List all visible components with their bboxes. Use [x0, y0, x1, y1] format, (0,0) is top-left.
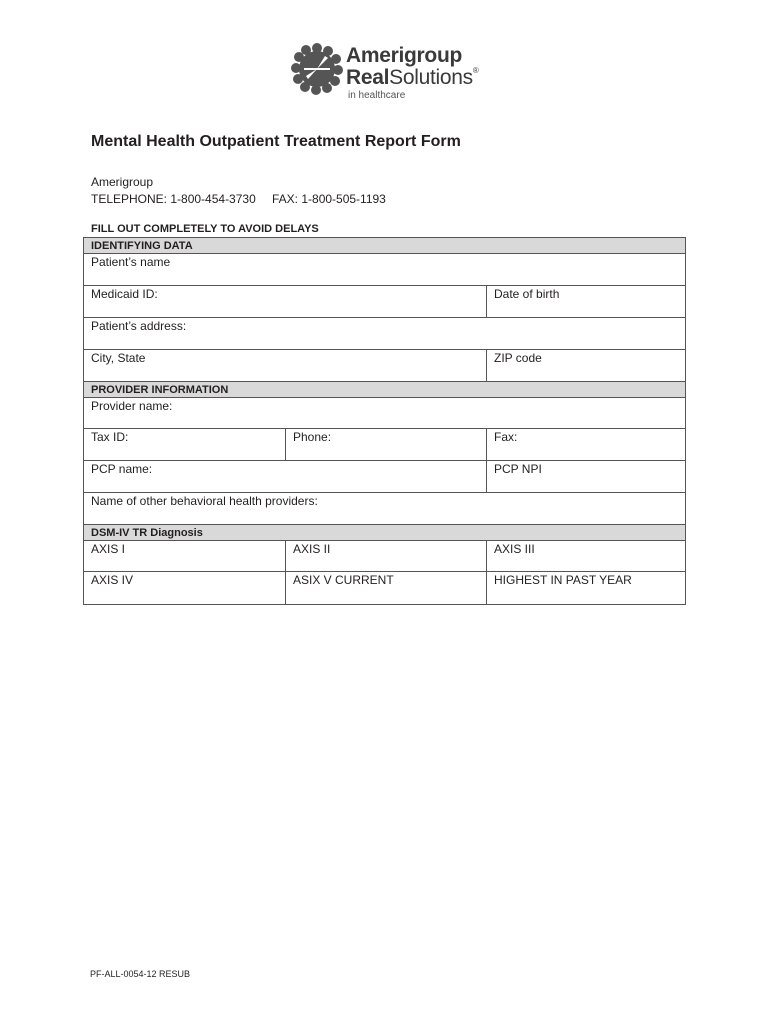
patient-name-row — [84, 254, 685, 286]
axis-2-field[interactable]: AXIS II — [285, 541, 486, 571]
contact-telephone: TELEPHONE: 1-800-454-3730 — [91, 192, 256, 206]
identifying-data-header: IDENTIFYING DATA — [84, 238, 685, 254]
contact-org: Amerigroup — [91, 175, 154, 189]
dsm-diagnosis-header: DSM-IV TR Diagnosis — [84, 525, 685, 541]
report-form-table — [83, 237, 686, 605]
logo-line-2 — [346, 66, 478, 90]
axis-1-field[interactable]: AXIS I — [91, 542, 126, 556]
form-title: Mental Health Outpatient Treatment Report Form — [91, 133, 461, 150]
city-state-field[interactable]: City, State — [91, 351, 146, 365]
axis-3-field[interactable]: AXIS III — [486, 541, 685, 571]
phone-field[interactable]: Phone: — [285, 429, 486, 460]
provider-information-header: PROVIDER INFORMATION — [84, 382, 685, 398]
axis-row-1 — [84, 541, 685, 572]
patient-name-field[interactable]: Patient’s name — [91, 255, 171, 269]
logo-line-1: Amerigroup — [346, 44, 463, 67]
medicaid-row — [84, 286, 685, 318]
axis-row-2 — [84, 572, 685, 604]
address-row — [84, 318, 685, 350]
patient-address-field[interactable]: Patient’s address: — [91, 319, 187, 333]
amerigroup-logo — [290, 42, 490, 102]
fax-field[interactable]: Fax: — [486, 429, 685, 460]
tax-id-field[interactable]: Tax ID: — [91, 430, 129, 444]
axis-4-field[interactable]: AXIS IV — [91, 573, 134, 587]
logo-line-2-bold: Real — [346, 66, 390, 89]
medicaid-id-field[interactable]: Medicaid ID: — [91, 287, 158, 301]
pcp-row — [84, 461, 685, 493]
fill-out-instruction: FILL OUT COMPLETELY TO AVOID DELAYS — [91, 223, 319, 235]
zip-code-field[interactable]: ZIP code — [486, 350, 685, 381]
logo-line-2-regular: Solutions — [389, 66, 473, 89]
provider-name-field[interactable]: Provider name: — [91, 399, 173, 413]
logo-emblem-icon — [290, 42, 344, 96]
highest-past-year-field[interactable]: HIGHEST IN PAST YEAR — [486, 572, 685, 604]
city-row — [84, 350, 685, 382]
contact-fax: FAX: 1-800-505-1193 — [272, 192, 386, 206]
form-code-footer: PF-ALL-0054-12 RESUB — [90, 969, 191, 979]
other-providers-row — [84, 493, 685, 525]
axis-5-current-field[interactable]: ASIX V CURRENT — [285, 572, 486, 604]
date-of-birth-field[interactable]: Date of birth — [486, 286, 685, 317]
pcp-npi-field[interactable]: PCP NPI — [486, 461, 685, 492]
registered-mark: ® — [472, 66, 479, 75]
provider-name-row — [84, 398, 685, 429]
pcp-name-field[interactable]: PCP name: — [91, 462, 153, 476]
other-providers-field[interactable]: Name of other behavioral health providers: — [91, 494, 318, 508]
tax-row — [84, 429, 685, 461]
logo-tagline: in healthcare — [348, 90, 406, 101]
